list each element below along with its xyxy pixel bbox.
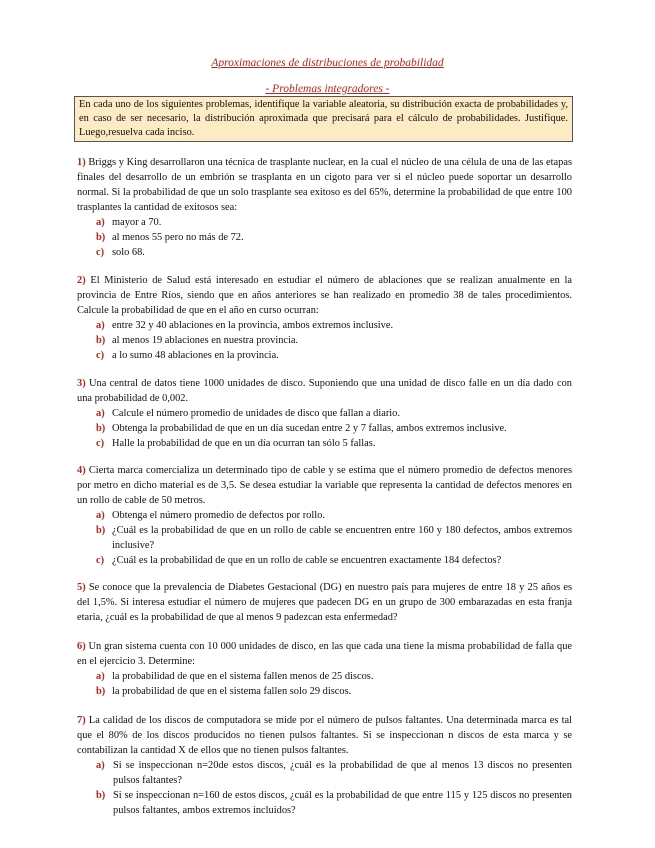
problem-statement bbox=[77, 376, 572, 406]
problem-number: 3) bbox=[77, 378, 86, 389]
list-item: a) entre 32 y 40 ablaciones en la provincia, ambos extremos inclusive. bbox=[96, 320, 394, 331]
list-item: c) solo 68. bbox=[96, 247, 145, 258]
problem-text: Cierta marca comercializa un determinado tipo de cable y se estima que el número promedio de defectos menores por metro en dicho material es de 3,5. Se desea estudiar la variable que representa la cantidad de defectos menores en un rollo de cable de 50 metros. bbox=[77, 465, 572, 506]
problem-7 bbox=[77, 713, 572, 818]
problem-statement bbox=[77, 273, 572, 318]
problem-text: El Ministerio de Salud está interesado en estudiar el número de ablaciones que se realizan anualmente en la provincia de Entre Ríos, siendo que en años anteriores se han realizado en promedio 38 de tales procedimientos. Calcule la probabilidad de que en el año en curso ocurran: bbox=[77, 275, 572, 316]
list-item: c) ¿Cuál es la probabilidad de que en un rollo de cable se encuentren exactamente 184 defectos? bbox=[96, 555, 502, 566]
list-item: b) Si se inspeccionan n=160 de estos discos, ¿cuál es la probabilidad de que entre 115 y 125 discos no presenten pulsos faltantes, ambos extremos incluidos? bbox=[96, 790, 572, 816]
problem-statement bbox=[77, 463, 572, 508]
problem-text: Se conoce que la prevalencia de Diabetes Gestacional (DG) en nuestro país para mujeres de entre 18 y 25 años es del 1,5%. Si interesa estudiar el número de mujeres que padecen DG en un grupo de 300 embarazadas en esta franja etaria, ¿cuál es la probabilidad de que al menos 9 padezcan esta enfermedad? bbox=[77, 582, 572, 623]
problem-statement bbox=[77, 639, 572, 669]
problem-statement bbox=[77, 580, 572, 625]
problem-number: 6) bbox=[77, 641, 86, 652]
problem-3 bbox=[77, 376, 572, 451]
problem-text: Un gran sistema cuenta con 10 000 unidades de disco, en las que cada una tiene la misma probabilidad de falla que en el ejercicio 3. Determine: bbox=[77, 641, 572, 667]
problem-6 bbox=[77, 639, 572, 699]
problem-number: 4) bbox=[77, 465, 86, 476]
problem-2 bbox=[77, 273, 572, 363]
list-item: b) la probabilidad de que en el sistema fallen solo 29 discos. bbox=[96, 686, 352, 697]
list-item: a) Si se inspeccionan n=20de estos discos, ¿cuál es la probabilidad de que al menos 13 discos no presenten pulsos faltantes? bbox=[96, 760, 572, 786]
problem-text: Briggs y King desarrollaron una técnica de trasplante nuclear, en la cual el núcleo de una célula de una de las etapas finales del desarrollo de un embrión se trasplanta en un cigoto para ver si el núcleo puede soportar un desarrollo normal. Si la probabilidad de que un solo trasplante sea exitoso es del 65%, determine la probabilidad de que entre 100 trasplantes la cantidad de exitosos sea: bbox=[77, 157, 572, 213]
problem-text: La calidad de los discos de computadora se mide por el número de pulsos faltantes. Una determinada marca es tal que el 80% de los discos producidos no tienen pulsos faltantes. Si se inspeccionan n discos de esta marca y se contabilizan la cantidad X de ellos que no tienen pulsos faltantes. bbox=[77, 715, 572, 756]
list-item: a) mayor a 70. bbox=[96, 217, 162, 228]
list-item: a) Obtenga el número promedio de defectos por rollo. bbox=[96, 510, 325, 521]
problem-number: 2) bbox=[77, 275, 86, 286]
problem-statement bbox=[77, 155, 572, 215]
list-item: b) ¿Cuál es la probabilidad de que en un rollo de cable se encuentren entre 160 y 180 defectos, ambos extremos inclusive? bbox=[96, 525, 572, 551]
problem-number: 5) bbox=[77, 582, 86, 593]
instructions-box: En cada uno de los siguientes problemas, identifique la variable aleatoria, su distribución exacta de probabilidades y, en caso de ser necesario, la distribución aproximada que precisará para el cálculo de probabilidades. Justifique. Luego,resuelva cada inciso. bbox=[74, 96, 573, 142]
problem-1 bbox=[77, 155, 572, 260]
list-item: b) al menos 55 pero no más de 72. bbox=[96, 232, 244, 243]
list-item: a) la probabilidad de que en el sistema fallen menos de 25 discos. bbox=[96, 671, 374, 682]
problem-number: 1) bbox=[77, 157, 86, 168]
problem-statement bbox=[77, 713, 572, 758]
page-title: Aproximaciones de distribuciones de probabilidad bbox=[211, 57, 444, 69]
list-item: b) al menos 19 ablaciones en nuestra provincia. bbox=[96, 335, 299, 346]
list-item: c) a lo sumo 48 ablaciones en la provincia. bbox=[96, 350, 279, 361]
problem-number: 7) bbox=[77, 715, 86, 726]
list-item: c) Halle la probabilidad de que en un día ocurran tan sólo 5 fallas. bbox=[96, 438, 376, 449]
list-item: b) Obtenga la probabilidad de que en un día sucedan entre 2 y 7 fallas, ambos extremos inclusive. bbox=[96, 423, 507, 434]
problem-4 bbox=[77, 463, 572, 568]
problem-text: Una central de datos tiene 1000 unidades de disco. Suponiendo que una unidad de disco falle en un día dado con una probabilidad de 0,002. bbox=[77, 378, 572, 404]
list-item: a) Calcule el número promedio de unidades de disco que fallan a diario. bbox=[96, 408, 400, 419]
problem-5 bbox=[77, 580, 572, 625]
page-subtitle: - Problemas integradores - bbox=[265, 83, 390, 95]
